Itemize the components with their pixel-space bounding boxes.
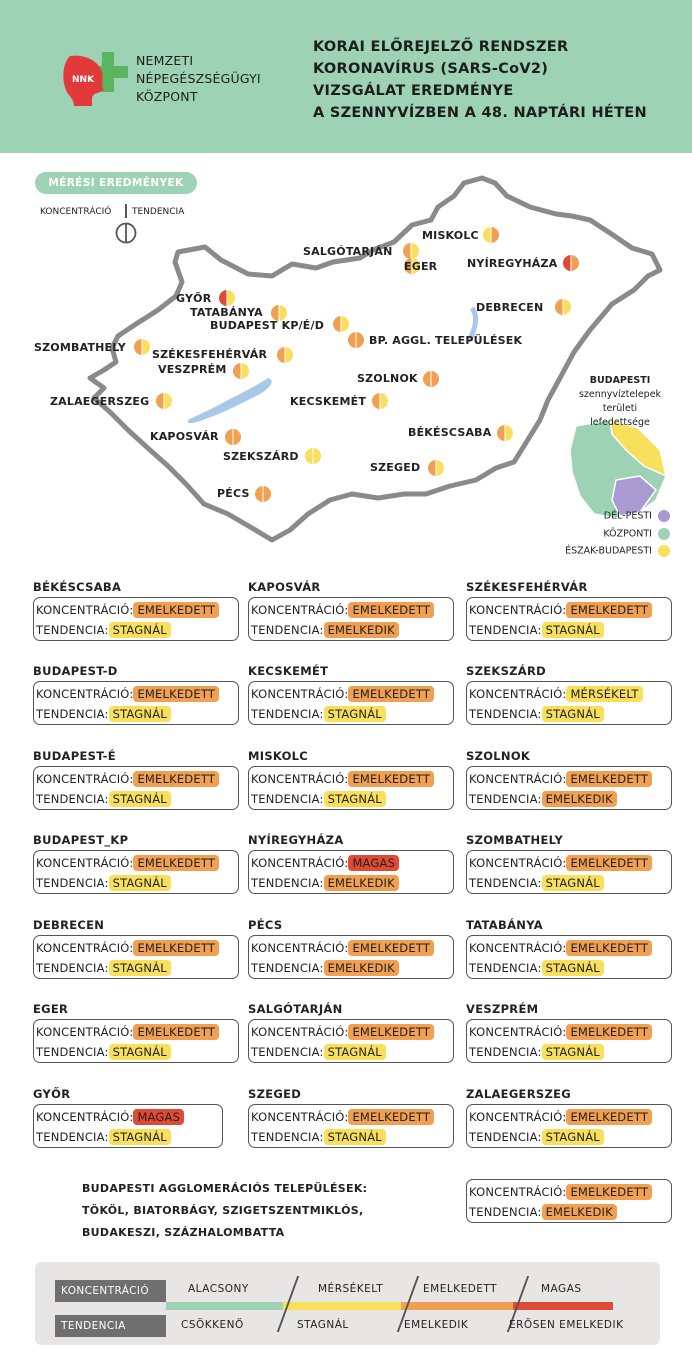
page-title [313, 36, 647, 124]
map-marker-icon [423, 371, 439, 387]
concentration-badge: MAGAS [133, 1109, 184, 1125]
tendency-label: TENDENCIA: [469, 1045, 542, 1059]
tendency-label: TENDENCIA: [251, 792, 324, 806]
map-label-budapest: BUDAPEST KP/É/D [210, 319, 325, 332]
bp-legend-item-del-pesti [604, 510, 670, 522]
scale-conc-moderate: MÉRSÉKELT [318, 1283, 384, 1295]
logo-line-3: KÖZPONT [136, 89, 198, 104]
green-dot-icon [658, 528, 670, 540]
map-label-nyiregyhaza: NYÍREGYHÁZA [467, 257, 558, 270]
tendency-label: TENDENCIA: [469, 623, 542, 637]
tendency-label: TENDENCIA: [469, 876, 542, 890]
logo-abbr: NNK [72, 75, 95, 85]
map-marker-icon [483, 227, 499, 243]
tendency-badge: STAGNÁL [109, 706, 171, 722]
card-concentration-row [469, 771, 652, 787]
map-marker-icon [156, 393, 172, 409]
card-title: VESZPRÉM [466, 1002, 539, 1016]
map-label-szolnok: SZOLNOK [357, 372, 418, 385]
scale-conc-low: ALACSONY [188, 1283, 249, 1295]
map-marker-icon [233, 363, 249, 379]
scale-tend-increasing: EMELKEDIK [404, 1319, 469, 1331]
concentration-label: KONCENTRÁCIÓ: [469, 1025, 567, 1039]
card-concentration-row [469, 1184, 652, 1200]
bp-legend-title-3: területi [602, 403, 638, 414]
card-concentration-row [469, 1109, 652, 1125]
tendency-badge: STAGNÁL [109, 791, 171, 807]
card-concentration-row [36, 602, 219, 618]
city-card [248, 1019, 454, 1063]
tendency-label: TENDENCIA: [251, 876, 324, 890]
city-card [466, 681, 672, 725]
bp-legend-title-1: BUDAPESTI [589, 375, 651, 386]
scale-segment-high [513, 1302, 613, 1310]
city-card [33, 1104, 223, 1148]
card-tendency-row [469, 1129, 604, 1145]
tendency-label: TENDENCIA: [36, 961, 109, 975]
scale-tend-stagnant: STAGNÁL [297, 1319, 349, 1331]
agglomeration-list [82, 1178, 367, 1244]
card-concentration-row [251, 602, 434, 618]
map-marker-icon [134, 339, 150, 355]
map-marker-icon [403, 243, 419, 259]
purple-dot-icon [658, 510, 670, 522]
city-card [466, 766, 672, 810]
map-marker-icon [277, 347, 293, 363]
concentration-label: KONCENTRÁCIÓ: [251, 603, 349, 617]
tendency-label: TENDENCIA: [36, 792, 109, 806]
card-concentration-row [251, 771, 434, 787]
concentration-label: KONCENTRÁCIÓ: [36, 1025, 134, 1039]
yellow-dot-icon [658, 545, 670, 557]
tendency-badge: STAGNÁL [542, 875, 604, 891]
map-marker-icon [497, 425, 513, 441]
card-title: MISKOLC [248, 749, 309, 763]
tendency-label: TENDENCIA: [36, 707, 109, 721]
city-card [466, 1019, 672, 1063]
map-label-szeged: SZEGED [370, 461, 421, 474]
tendency-badge: STAGNÁL [542, 1044, 604, 1060]
map-label-szombathely: SZOMBATHELY [34, 341, 126, 354]
card-title: SZOLNOK [466, 749, 531, 763]
scale-segment-low [166, 1302, 283, 1310]
tendency-label: TENDENCIA: [469, 707, 542, 721]
scale-tend-strongly-increasing: ERŐSEN EMELKEDIK [509, 1319, 624, 1331]
map-label-veszprem: VESZPRÉM [158, 363, 227, 376]
tendency-label: TENDENCIA: [36, 623, 109, 637]
concentration-badge: EMELKEDETT [566, 940, 652, 956]
map-marker-icon [563, 255, 579, 271]
title-line-1: KORAI ELŐREJELZŐ RENDSZER [313, 39, 569, 55]
tendency-label: TENDENCIA: [469, 792, 542, 806]
tendency-label: TENDENCIA: [36, 876, 109, 890]
card-tendency-row [251, 960, 399, 976]
concentration-label: KONCENTRÁCIÓ: [36, 856, 134, 870]
tendency-badge: EMELKEDIK [542, 791, 617, 807]
map-marker-icon [305, 448, 321, 464]
map-label-miskolc: MISKOLC [422, 229, 479, 242]
tendency-badge: EMELKEDIK [324, 622, 399, 638]
concentration-badge: MÉRSÉKELT [566, 686, 642, 702]
card-tendency-row [36, 791, 171, 807]
concentration-label: KONCENTRÁCIÓ: [469, 1185, 567, 1199]
tendency-badge: STAGNÁL [324, 706, 386, 722]
card-tendency-row [251, 622, 399, 638]
concentration-badge: EMELKEDETT [348, 940, 434, 956]
card-tendency-row [469, 960, 604, 976]
card-concentration-row [469, 602, 652, 618]
title-line-2: KORONAVÍRUS (SARS-CoV2) [313, 61, 549, 77]
concentration-label: KONCENTRÁCIÓ: [36, 1110, 134, 1124]
map-label-gyor: GYŐR [176, 292, 212, 305]
map-label-salgotarjan: SALGÓTARJÁN [303, 245, 393, 258]
city-card [248, 681, 454, 725]
card-tendency-row [36, 1044, 171, 1060]
city-card [33, 681, 239, 725]
scale-legend [35, 1262, 660, 1345]
tendency-badge: STAGNÁL [324, 791, 386, 807]
bp-legend-label: ÉSZAK-BUDAPESTI [565, 545, 652, 557]
tendency-badge: STAGNÁL [109, 1044, 171, 1060]
concentration-label: KONCENTRÁCIÓ: [469, 941, 567, 955]
map-label-szekszard: SZEKSZÁRD [223, 450, 299, 463]
card-concentration-row [251, 940, 434, 956]
concentration-badge: EMELKEDETT [566, 855, 652, 871]
card-title: BUDAPEST-D [33, 664, 118, 678]
concentration-label: KONCENTRÁCIÓ: [36, 603, 134, 617]
tendency-badge: STAGNÁL [109, 622, 171, 638]
concentration-badge: EMELKEDETT [348, 1109, 434, 1125]
tendency-badge: STAGNÁL [542, 622, 604, 638]
card-tendency-row [251, 791, 386, 807]
header [0, 0, 692, 153]
concentration-badge: EMELKEDETT [566, 1109, 652, 1125]
card-title: KECSKEMÉT [248, 664, 329, 678]
card-concentration-row [36, 855, 219, 871]
tendency-badge: STAGNÁL [324, 1129, 386, 1145]
card-title: NYÍREGYHÁZA [248, 833, 344, 847]
card-title: BUDAPEST-É [33, 749, 116, 763]
card-concentration-row [251, 686, 434, 702]
map-label-kaposvar: KAPOSVÁR [150, 430, 219, 443]
map-label-tatabanya: TATABÁNYA [190, 306, 263, 319]
budapest-inset-map [570, 420, 666, 518]
hungary-map [0, 150, 692, 570]
concentration-label: KONCENTRÁCIÓ: [251, 772, 349, 786]
city-card [33, 1019, 239, 1063]
card-title: ZALAEGERSZEG [466, 1087, 571, 1101]
tendency-badge: EMELKEDIK [324, 875, 399, 891]
card-title: KAPOSVÁR [248, 580, 321, 594]
tendency-label: TENDENCIA: [251, 1130, 324, 1144]
card-tendency-row [469, 622, 604, 638]
concentration-badge: EMELKEDETT [348, 602, 434, 618]
nnk-logo-icon [62, 50, 132, 108]
map-marker-icon [555, 299, 571, 315]
logo-line-1: NEMZETI [136, 53, 194, 68]
card-concentration-row [469, 686, 643, 702]
bp-legend-label: DÉL-PESTI [603, 510, 652, 522]
concentration-label: KONCENTRÁCIÓ: [36, 772, 134, 786]
city-card [33, 766, 239, 810]
card-tendency-row [36, 1129, 171, 1145]
card-concentration-row [251, 1024, 434, 1040]
concentration-badge: EMELKEDETT [348, 771, 434, 787]
city-card [33, 850, 239, 894]
tendency-badge: EMELKEDIK [542, 1204, 617, 1220]
city-card [248, 766, 454, 810]
concentration-badge: EMELKEDETT [566, 1024, 652, 1040]
scale-segment-moderate [283, 1302, 401, 1310]
concentration-label: KONCENTRÁCIÓ: [251, 687, 349, 701]
aggl-line-2: TÖKÖL, BIATORBÁGY, SZIGETSZENTMIKLÓS, [82, 1204, 364, 1217]
concentration-badge: EMELKEDETT [566, 602, 652, 618]
map-marker-icon [372, 393, 388, 409]
card-title: DEBRECEN [33, 918, 105, 932]
map-label-pecs: PÉCS [217, 487, 250, 500]
logo-line-2: NÉPEGÉSZSÉGÜGYI [136, 71, 261, 86]
concentration-badge: EMELKEDETT [566, 1184, 652, 1200]
city-card [33, 935, 239, 979]
bp-legend-title-4: lefedettsége [590, 417, 650, 428]
card-concentration-row [36, 940, 219, 956]
card-concentration-row [469, 1024, 652, 1040]
scale-segment-elevated [401, 1302, 513, 1310]
concentration-label: KONCENTRÁCIÓ: [469, 1110, 567, 1124]
map-marker-icon [428, 460, 444, 476]
scale-tend-decreasing: CSÖKKENŐ [181, 1319, 244, 1331]
card-tendency-row [36, 706, 171, 722]
concentration-badge: EMELKEDETT [133, 1024, 219, 1040]
city-card [248, 597, 454, 641]
card-tendency-row [469, 1044, 604, 1060]
tendency-label: TENDENCIA: [251, 707, 324, 721]
city-card [248, 1104, 454, 1148]
card-title: SZEGED [248, 1087, 302, 1101]
bp-legend-title-2: szennyvíztelepek [578, 389, 662, 400]
tendency-label: TENDENCIA: [251, 961, 324, 975]
card-tendency-row [251, 1044, 386, 1060]
card-concentration-row [36, 1109, 184, 1125]
scale-concentration-tag: KONCENTRÁCIÓ [55, 1280, 166, 1302]
map-label-zalaegerszeg: ZALAEGERSZEG [50, 395, 150, 408]
map-label-bp-aggl: BP. AGGL. TELEPÜLÉSEK [369, 334, 523, 347]
tendency-label: TENDENCIA: [36, 1130, 109, 1144]
tendency-label: TENDENCIA: [251, 1045, 324, 1059]
tendency-label: TENDENCIA: [251, 623, 324, 637]
tendency-badge: STAGNÁL [542, 1129, 604, 1145]
logo-text [136, 52, 261, 106]
concentration-label: KONCENTRÁCIÓ: [469, 687, 567, 701]
aggl-line-1: BUDAPESTI AGGLOMERÁCIÓS TELEPÜLÉSEK: [82, 1182, 368, 1195]
scale-conc-elevated: EMELKEDETT [423, 1283, 498, 1295]
card-title: SZÉKESFEHÉRVÁR [466, 580, 588, 594]
bp-legend-item-eszak-budapesti [565, 545, 670, 557]
card-concentration-row [251, 1109, 434, 1125]
map-label-szekesfehervar: SZÉKESFEHÉRVÁR [152, 348, 268, 361]
tendency-label: TENDENCIA: [469, 1130, 542, 1144]
card-tendency-row [469, 791, 617, 807]
title-line-4: A SZENNYVÍZBEN A 48. NAPTÁRI HÉTEN [313, 105, 647, 121]
concentration-badge: EMELKEDETT [133, 855, 219, 871]
card-concentration-row [251, 855, 399, 871]
city-card [466, 1104, 672, 1148]
concentration-badge: EMELKEDETT [133, 940, 219, 956]
map-label-eger: EGER [404, 260, 438, 273]
concentration-label: KONCENTRÁCIÓ: [36, 687, 134, 701]
concentration-badge: EMELKEDETT [348, 686, 434, 702]
card-tendency-row [251, 875, 399, 891]
city-card [466, 935, 672, 979]
map-marker-icon [348, 332, 364, 348]
card-tendency-row [469, 706, 604, 722]
concentration-label: KONCENTRÁCIÓ: [251, 941, 349, 955]
tendency-badge: STAGNÁL [109, 875, 171, 891]
title-line-3: VIZSGÁLAT EREDMÉNYE [313, 83, 514, 99]
tendency-label: TENDENCIA: [36, 1045, 109, 1059]
concentration-label: KONCENTRÁCIÓ: [469, 856, 567, 870]
bp-legend-item-kozponti [603, 528, 670, 540]
city-card [466, 850, 672, 894]
tendency-badge: STAGNÁL [109, 960, 171, 976]
bp-legend-label: KÖZPONTI [603, 528, 652, 540]
scale-tendency-tag: TENDENCIA [55, 1315, 166, 1337]
concentration-badge: EMELKEDETT [566, 771, 652, 787]
city-card [33, 597, 239, 641]
card-title: PÉCS [248, 918, 283, 932]
card-tendency-row [36, 960, 171, 976]
scale-conc-high: MAGAS [541, 1283, 582, 1295]
concentration-label: KONCENTRÁCIÓ: [36, 941, 134, 955]
card-tendency-row [469, 1204, 617, 1220]
concentration-label: KONCENTRÁCIÓ: [251, 856, 349, 870]
legend-concentration-label: KONCENTRÁCIÓ [40, 207, 112, 217]
city-card [248, 935, 454, 979]
card-concentration-row [36, 771, 219, 787]
map-marker-icon [219, 290, 235, 306]
card-tendency-row [36, 875, 171, 891]
card-concentration-row [36, 1024, 219, 1040]
map-marker-icon [333, 316, 349, 332]
tendency-badge: STAGNÁL [324, 1044, 386, 1060]
tendency-badge: STAGNÁL [542, 960, 604, 976]
map-marker-icon [225, 429, 241, 445]
aggl-line-3: BUDAKESZI, SZÁZHALOMBATTA [82, 1226, 285, 1239]
concentration-badge: EMELKEDETT [133, 602, 219, 618]
city-card [248, 850, 454, 894]
concentration-label: KONCENTRÁCIÓ: [251, 1110, 349, 1124]
results-pill: MÉRÉSI EREDMÉNYEK [35, 172, 197, 194]
card-tendency-row [469, 875, 604, 891]
map-label-bekescsaba: BÉKÉSCSABA [408, 426, 492, 439]
card-tendency-row [251, 706, 386, 722]
tendency-badge: STAGNÁL [542, 706, 604, 722]
card-tendency-row [251, 1129, 386, 1145]
concentration-label: KONCENTRÁCIÓ: [469, 603, 567, 617]
map-label-debrecen: DEBRECEN [476, 301, 544, 314]
card-title: EGER [33, 1002, 69, 1016]
concentration-badge: MAGAS [348, 855, 399, 871]
tendency-label: TENDENCIA: [469, 961, 542, 975]
concentration-label: KONCENTRÁCIÓ: [469, 772, 567, 786]
card-title: BUDAPEST_KP [33, 833, 129, 847]
legend-tendency-label: TENDENCIA [132, 207, 185, 217]
map-label-kecskemet: KECSKEMÉT [290, 395, 367, 408]
card-title: SALGÓTARJÁN [248, 1002, 343, 1016]
concentration-badge: EMELKEDETT [133, 771, 219, 787]
tendency-label: TENDENCIA: [469, 1205, 542, 1219]
card-tendency-row [36, 622, 171, 638]
map-marker-icon [255, 486, 271, 502]
tendency-badge: EMELKEDIK [324, 960, 399, 976]
card-concentration-row [469, 940, 652, 956]
card-title: TATABÁNYA [466, 918, 543, 932]
card-concentration-row [36, 686, 219, 702]
card-concentration-row [469, 855, 652, 871]
card-title: SZEKSZÁRD [466, 664, 547, 678]
city-card [466, 597, 672, 641]
card-title: BÉKÉSCSABA [33, 580, 122, 594]
card-title: GYŐR [33, 1087, 71, 1101]
card-agglomeration [466, 1179, 672, 1223]
concentration-badge: EMELKEDETT [348, 1024, 434, 1040]
concentration-label: KONCENTRÁCIÓ: [251, 1025, 349, 1039]
concentration-badge: EMELKEDETT [133, 686, 219, 702]
tendency-badge: STAGNÁL [109, 1129, 171, 1145]
card-title: SZOMBATHELY [466, 833, 564, 847]
